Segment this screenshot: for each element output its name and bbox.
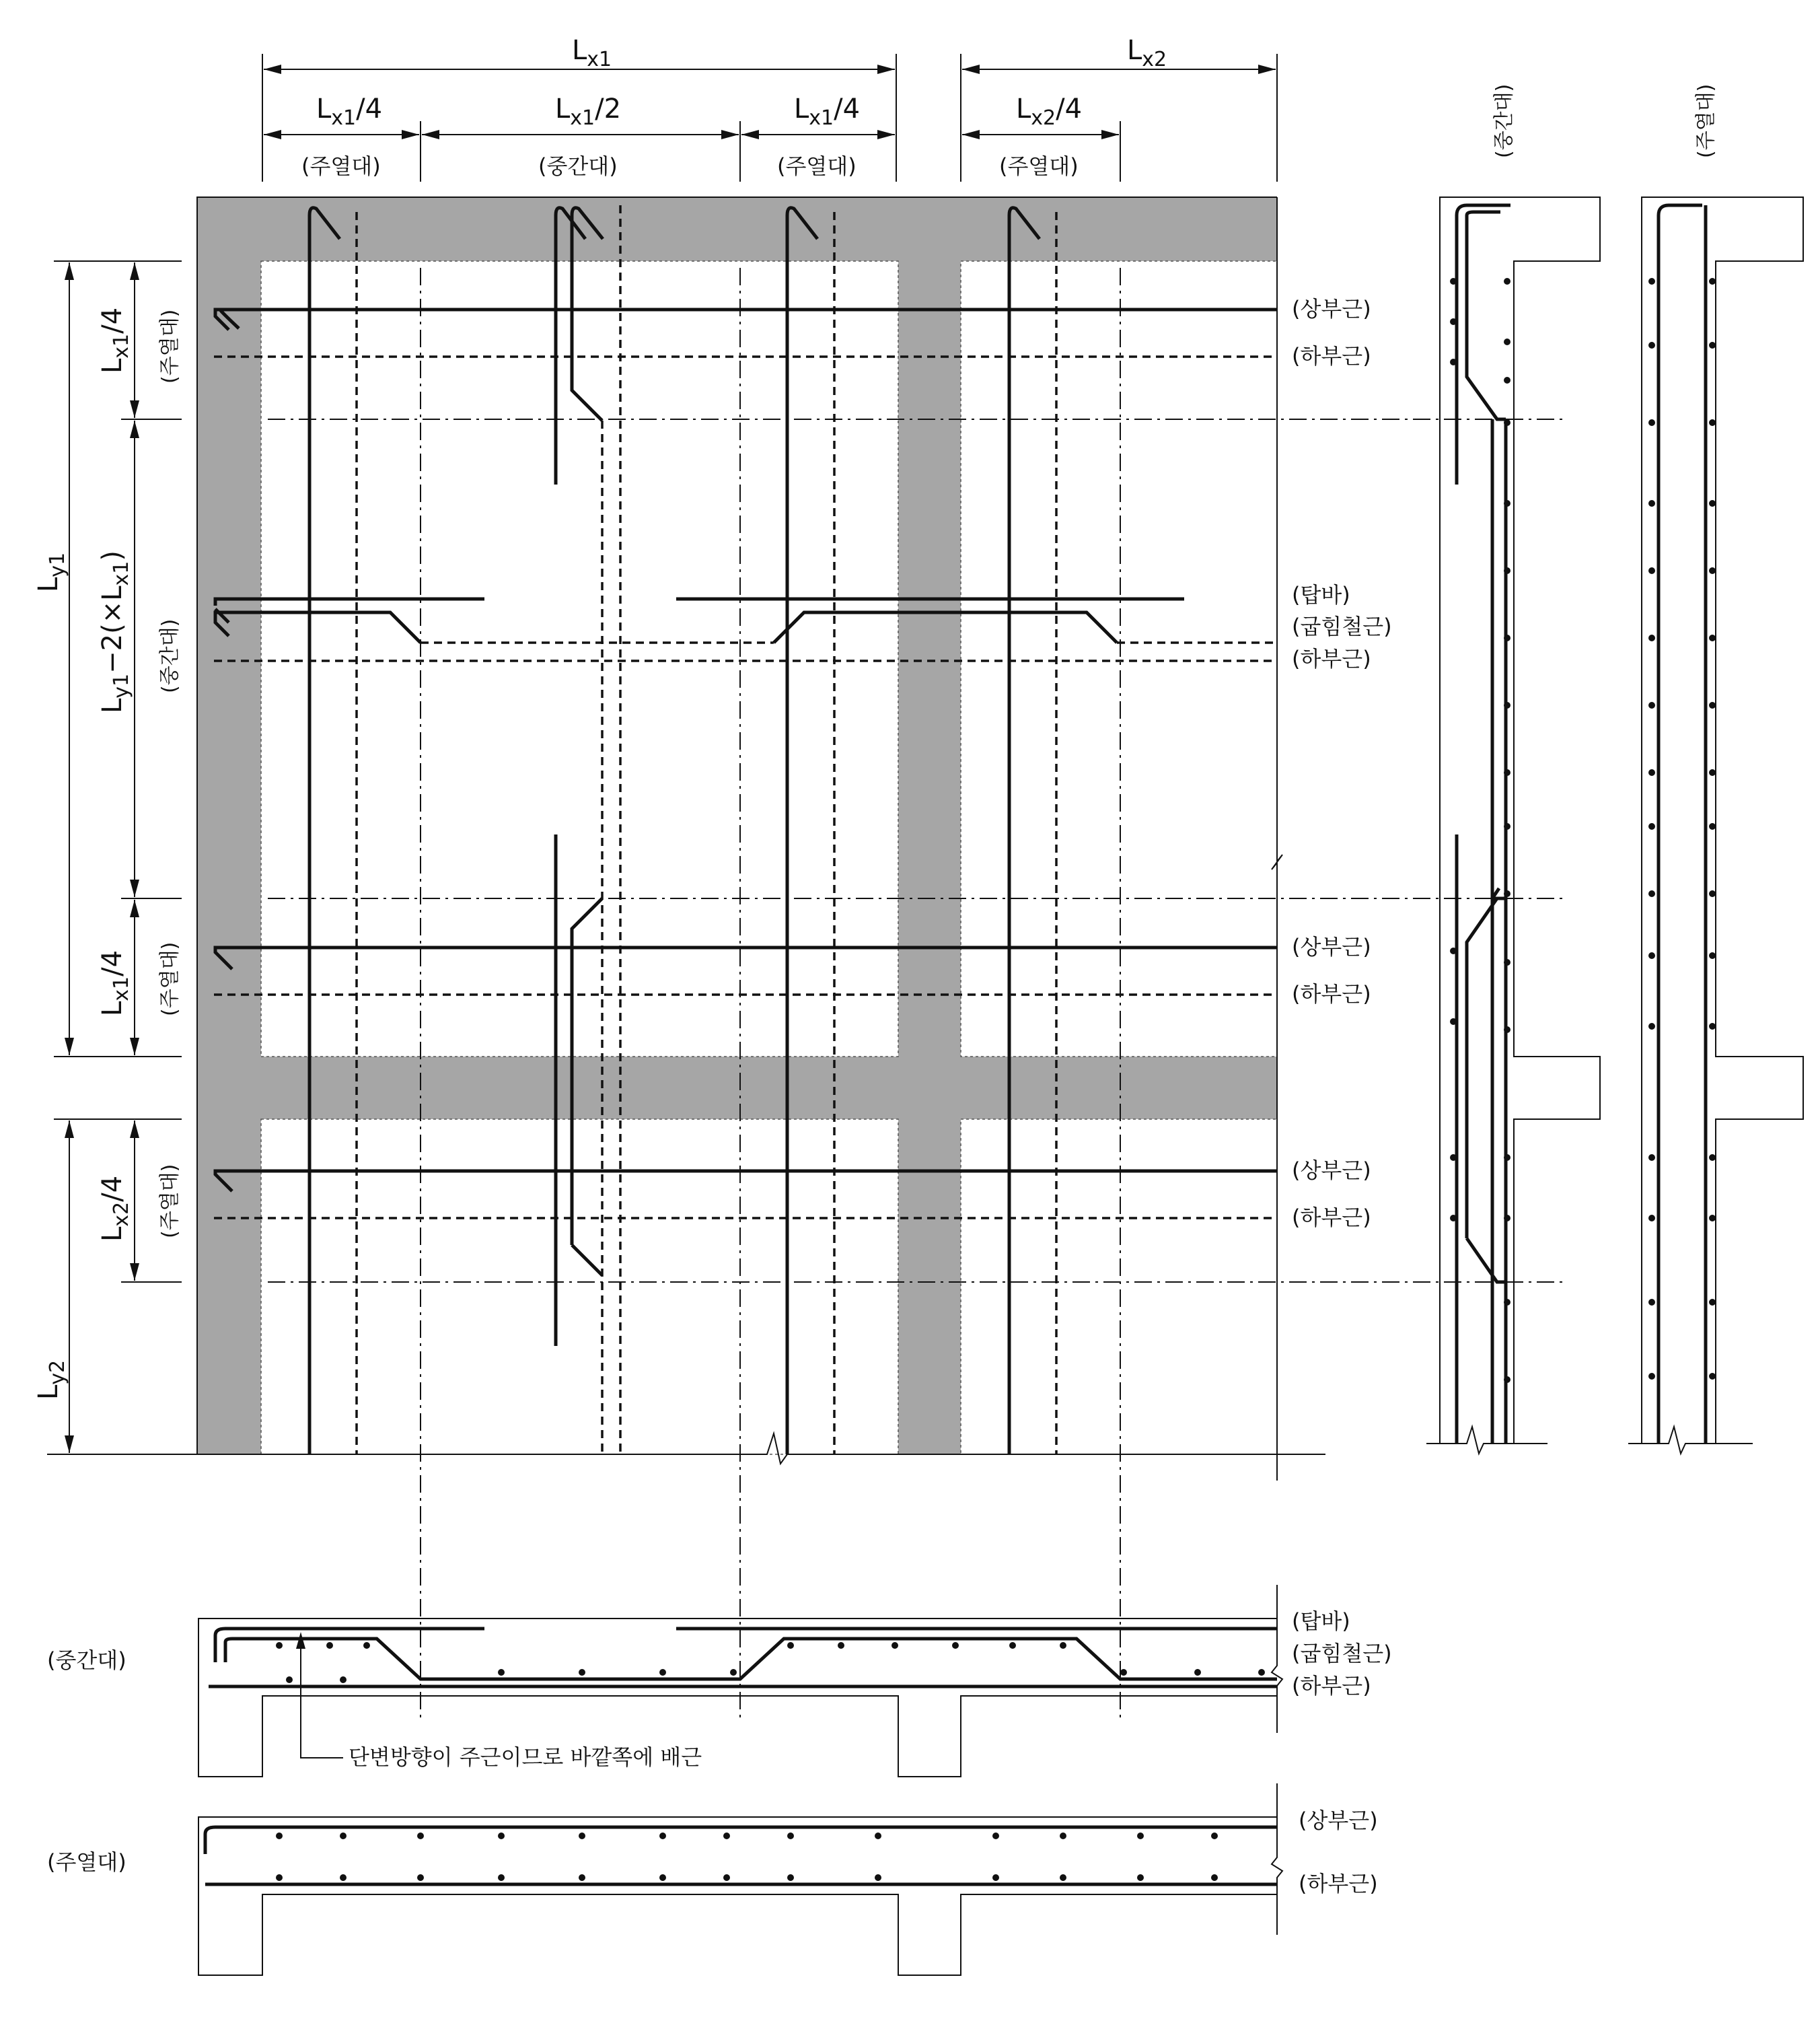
section-middle-strip: [1426, 84, 1600, 1454]
label-top-4: (상부근): [1292, 1158, 1371, 1183]
label-bot-1: (하부근): [1292, 343, 1371, 369]
bottom-title-middle: (중간대): [47, 1647, 126, 1673]
dim-lx2: $L_{x2}$: [1127, 35, 1167, 71]
bottom-label-bottom: (하부근): [1292, 1673, 1371, 1699]
beam-middle-vertical: [898, 197, 961, 1454]
dim-lx1: $L_{x1}$: [572, 35, 612, 71]
section-title-middle: (중간대): [1492, 83, 1516, 158]
dim-q2: $L_{x1}/4$: [794, 94, 861, 130]
right-labels: [1292, 296, 1392, 1230]
band-mid: (중간대): [538, 153, 618, 179]
band-b: (중간대): [158, 618, 182, 693]
label-top-1: (상부근): [1292, 296, 1371, 322]
dim-ly1: $L_{y1}$: [33, 552, 69, 592]
dim-half: $L_{x1}/2$: [555, 94, 622, 130]
dim-q1: $L_{x1}/4$: [316, 94, 383, 130]
plan-view: [47, 197, 1568, 1723]
label-bot-3: (하부근): [1292, 981, 1371, 1007]
beam-top: [197, 197, 1277, 261]
bottom-column-dots: [276, 1833, 1218, 1881]
dim-a: $L_{x1}/4$: [97, 307, 133, 374]
section-title-column: (주열대): [1694, 83, 1718, 158]
bottom-label-bent: (굽힘철근): [1292, 1641, 1392, 1666]
band-col-1: (주열대): [301, 153, 381, 179]
bottom-title-column: (주열대): [47, 1849, 126, 1875]
beam-left: [197, 197, 261, 1454]
dim-c: $L_{x1}/4$: [97, 950, 133, 1016]
dim-d: $L_{x2}/4$: [97, 1175, 133, 1242]
bottom-label-col-bottom: (하부근): [1299, 1871, 1378, 1896]
band-c: (주열대): [158, 941, 182, 1016]
bottom-note: 단변방향이 주근이므로 바깥쪽에 배근: [349, 1744, 702, 1770]
label-bot-2: (하부근): [1292, 646, 1371, 672]
bottom-section-column: [47, 1783, 1378, 1975]
band-a: (주열대): [158, 309, 182, 384]
dim-q3: $L_{x2}/4$: [1016, 94, 1083, 130]
bottom-label-topbar: (탑바): [1292, 1608, 1350, 1634]
top-dimensions: [262, 35, 1277, 182]
section-middle-dots: [1450, 278, 1510, 1383]
label-topbar: (탑바): [1292, 582, 1350, 608]
dim-ly2: $L_{y2}$: [33, 1359, 69, 1400]
left-dimensions: [33, 261, 182, 1453]
bottom-section-middle: [47, 1585, 1392, 1777]
band-col-3: (주열대): [999, 153, 1079, 179]
section-column-strip: [1628, 84, 1803, 1454]
label-bent: (굽힘철근): [1292, 614, 1392, 639]
beam-middle-horizontal: [197, 1057, 1277, 1119]
bottom-label-col-top: (상부근): [1299, 1808, 1378, 1833]
label-bot-4: (하부근): [1292, 1205, 1371, 1230]
label-top-3: (상부근): [1292, 934, 1371, 960]
band-d: (주열대): [158, 1164, 182, 1238]
dim-b: $L_{y1}-2(\times L_{x1})$: [97, 550, 133, 713]
band-col-2: (주열대): [777, 153, 857, 179]
